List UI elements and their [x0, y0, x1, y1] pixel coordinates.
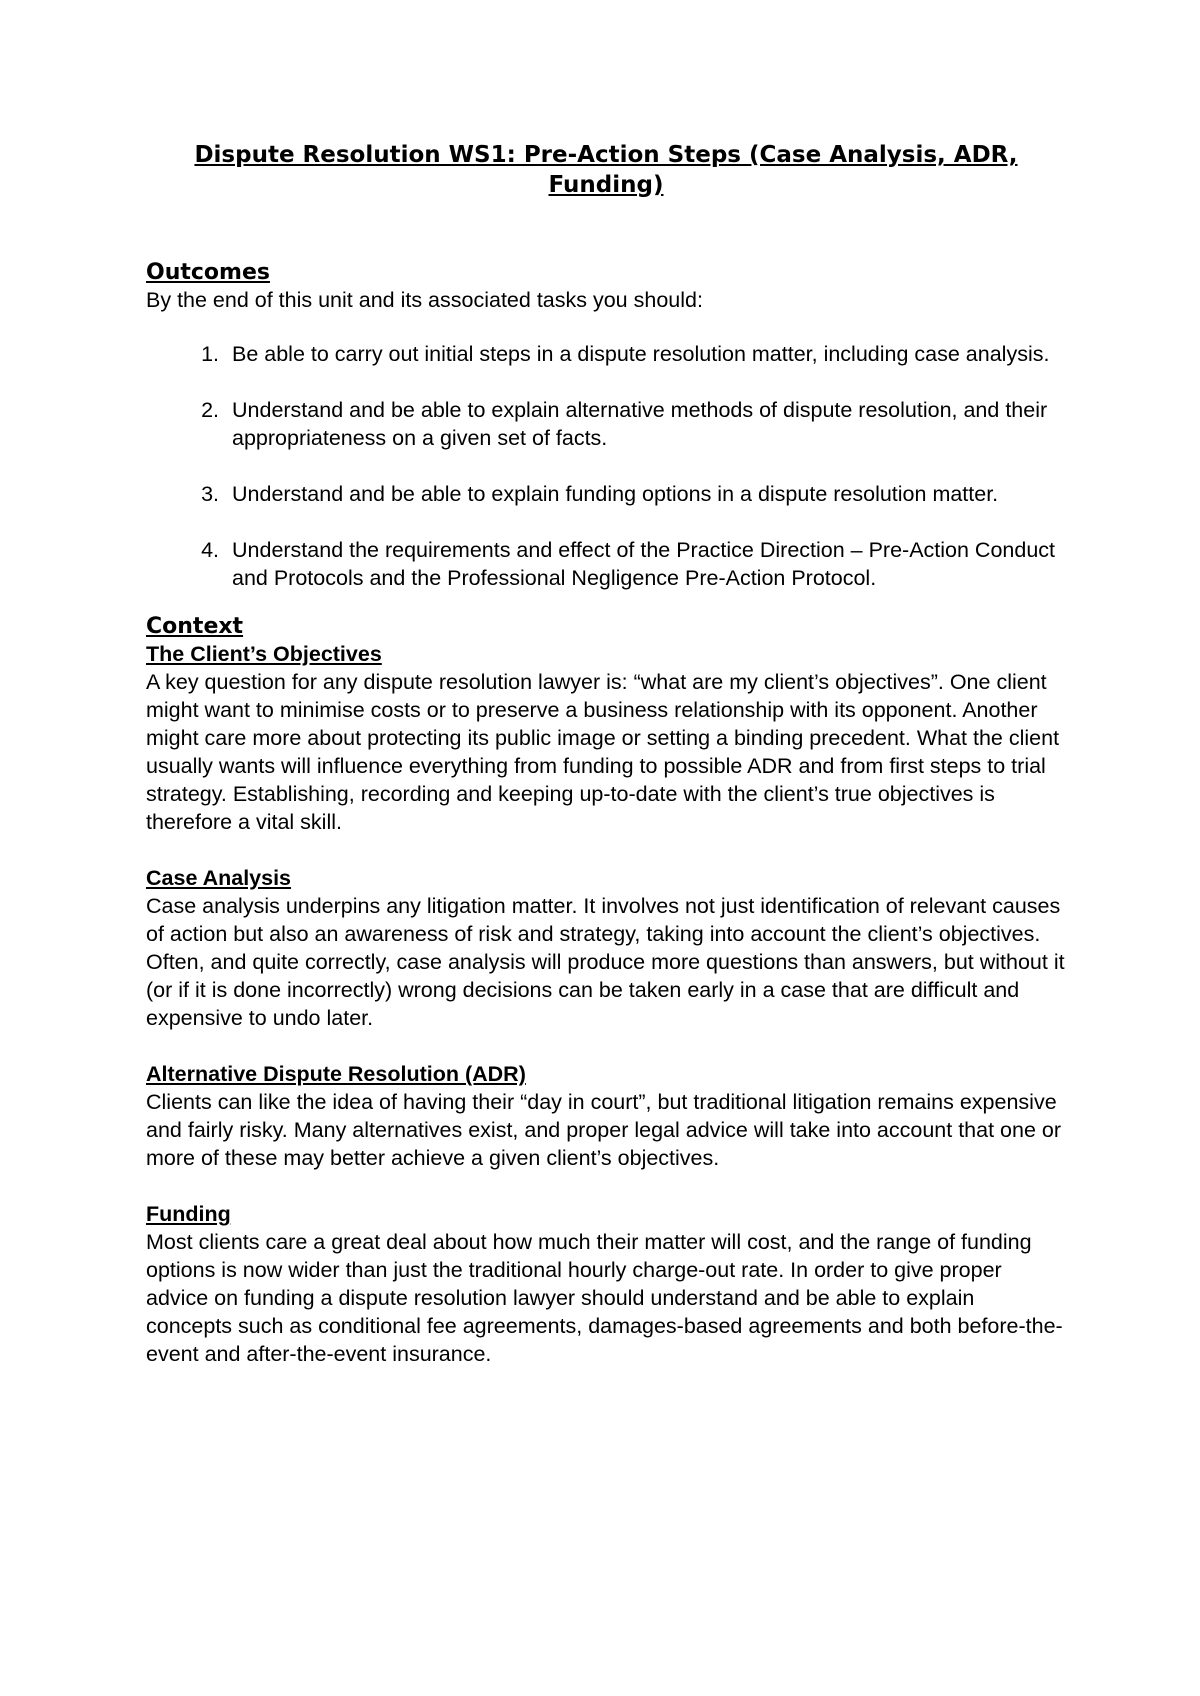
outcome-number: 1.: [201, 342, 219, 366]
funding-text: Most clients care a great deal about how much their matter will cost, and the range of funding options is now wider than just the traditional hourly charge-out rate. In order to give proper advice on funding a dispute resolution lawyer should understand and be able to explain concepts such as conditional fee agreements, damages-based agreements and both before-the-event and after-the-event insurance.: [146, 1230, 1063, 1366]
document-title-line-2: Funding): [548, 172, 664, 198]
outcome-number: 4.: [201, 538, 219, 562]
context-subsection-client-objectives: [146, 640, 1066, 836]
outcomes-heading: Outcomes: [146, 260, 270, 285]
adr-text: Clients can like the idea of having their “day in court”, but traditional litigation remains expensive and fairly risky. Many alternatives exist, and proper legal advice will take into account that one or more of these may better achieve a given client’s objectives.: [146, 1090, 1062, 1170]
context-section: [146, 614, 1066, 1368]
case-analysis-heading: Case Analysis: [146, 866, 292, 890]
outcome-number: 3.: [201, 482, 219, 506]
outcome-item: [146, 396, 1066, 452]
outcomes-intro: By the end of this unit and its associated tasks you should:: [146, 288, 703, 312]
context-subsection-adr: [146, 1060, 1066, 1172]
client-objectives-heading: The Client’s Objectives: [146, 642, 382, 666]
context-subsection-funding: [146, 1200, 1066, 1368]
outcome-text: Understand and be able to explain alternative methods of dispute resolution, and their appropriateness on a given set of facts.: [232, 398, 1048, 450]
outcome-item: [146, 340, 1066, 368]
document-title: [156, 140, 1056, 200]
outcome-text: Be able to carry out initial steps in a dispute resolution matter, including case analysis.: [232, 342, 1050, 366]
context-subsection-case-analysis: [146, 864, 1066, 1032]
outcome-text: Understand the requirements and effect of the Practice Direction – Pre-Action Conduct and Protocols and the Professional Negligence Pre-Action Protocol.: [232, 538, 1056, 590]
client-objectives-text: A key question for any dispute resolution lawyer is: “what are my client’s objectives”. One client might want to minimise costs or to preserve a business relationship with its opponent. Another might care more about protecting its public image or setting a binding precedent. What the client usually wants will influence everything from funding to possible ADR and from first steps to trial strategy. Establishing, recording and keeping up-to-date with the client’s true objectives is therefore a vital skill.: [146, 670, 1060, 834]
context-heading: Context: [146, 614, 244, 639]
funding-heading: Funding: [146, 1202, 231, 1226]
document-page: [146, 140, 1066, 1368]
outcome-number: 2.: [201, 398, 219, 422]
outcomes-section: [146, 260, 1066, 592]
outcome-item: [146, 480, 1066, 508]
outcomes-list: [146, 340, 1066, 592]
case-analysis-text: Case analysis underpins any litigation matter. It involves not just identification of relevant causes of action but also an awareness of risk and strategy, taking into account the client’s objectives. Often, and quite correctly, case analysis will produce more questions than answers, but without it (or if it is done incorrectly) wrong decisions can be taken early in a case that are difficult and expensive to undo later.: [146, 894, 1065, 1030]
outcome-item: [146, 536, 1066, 592]
adr-heading: Alternative Dispute Resolution (ADR): [146, 1062, 526, 1086]
outcome-text: Understand and be able to explain funding options in a dispute resolution matter.: [232, 482, 999, 506]
document-title-line-1: Dispute Resolution WS1: Pre-Action Steps (Case Analysis, ADR,: [194, 142, 1018, 168]
